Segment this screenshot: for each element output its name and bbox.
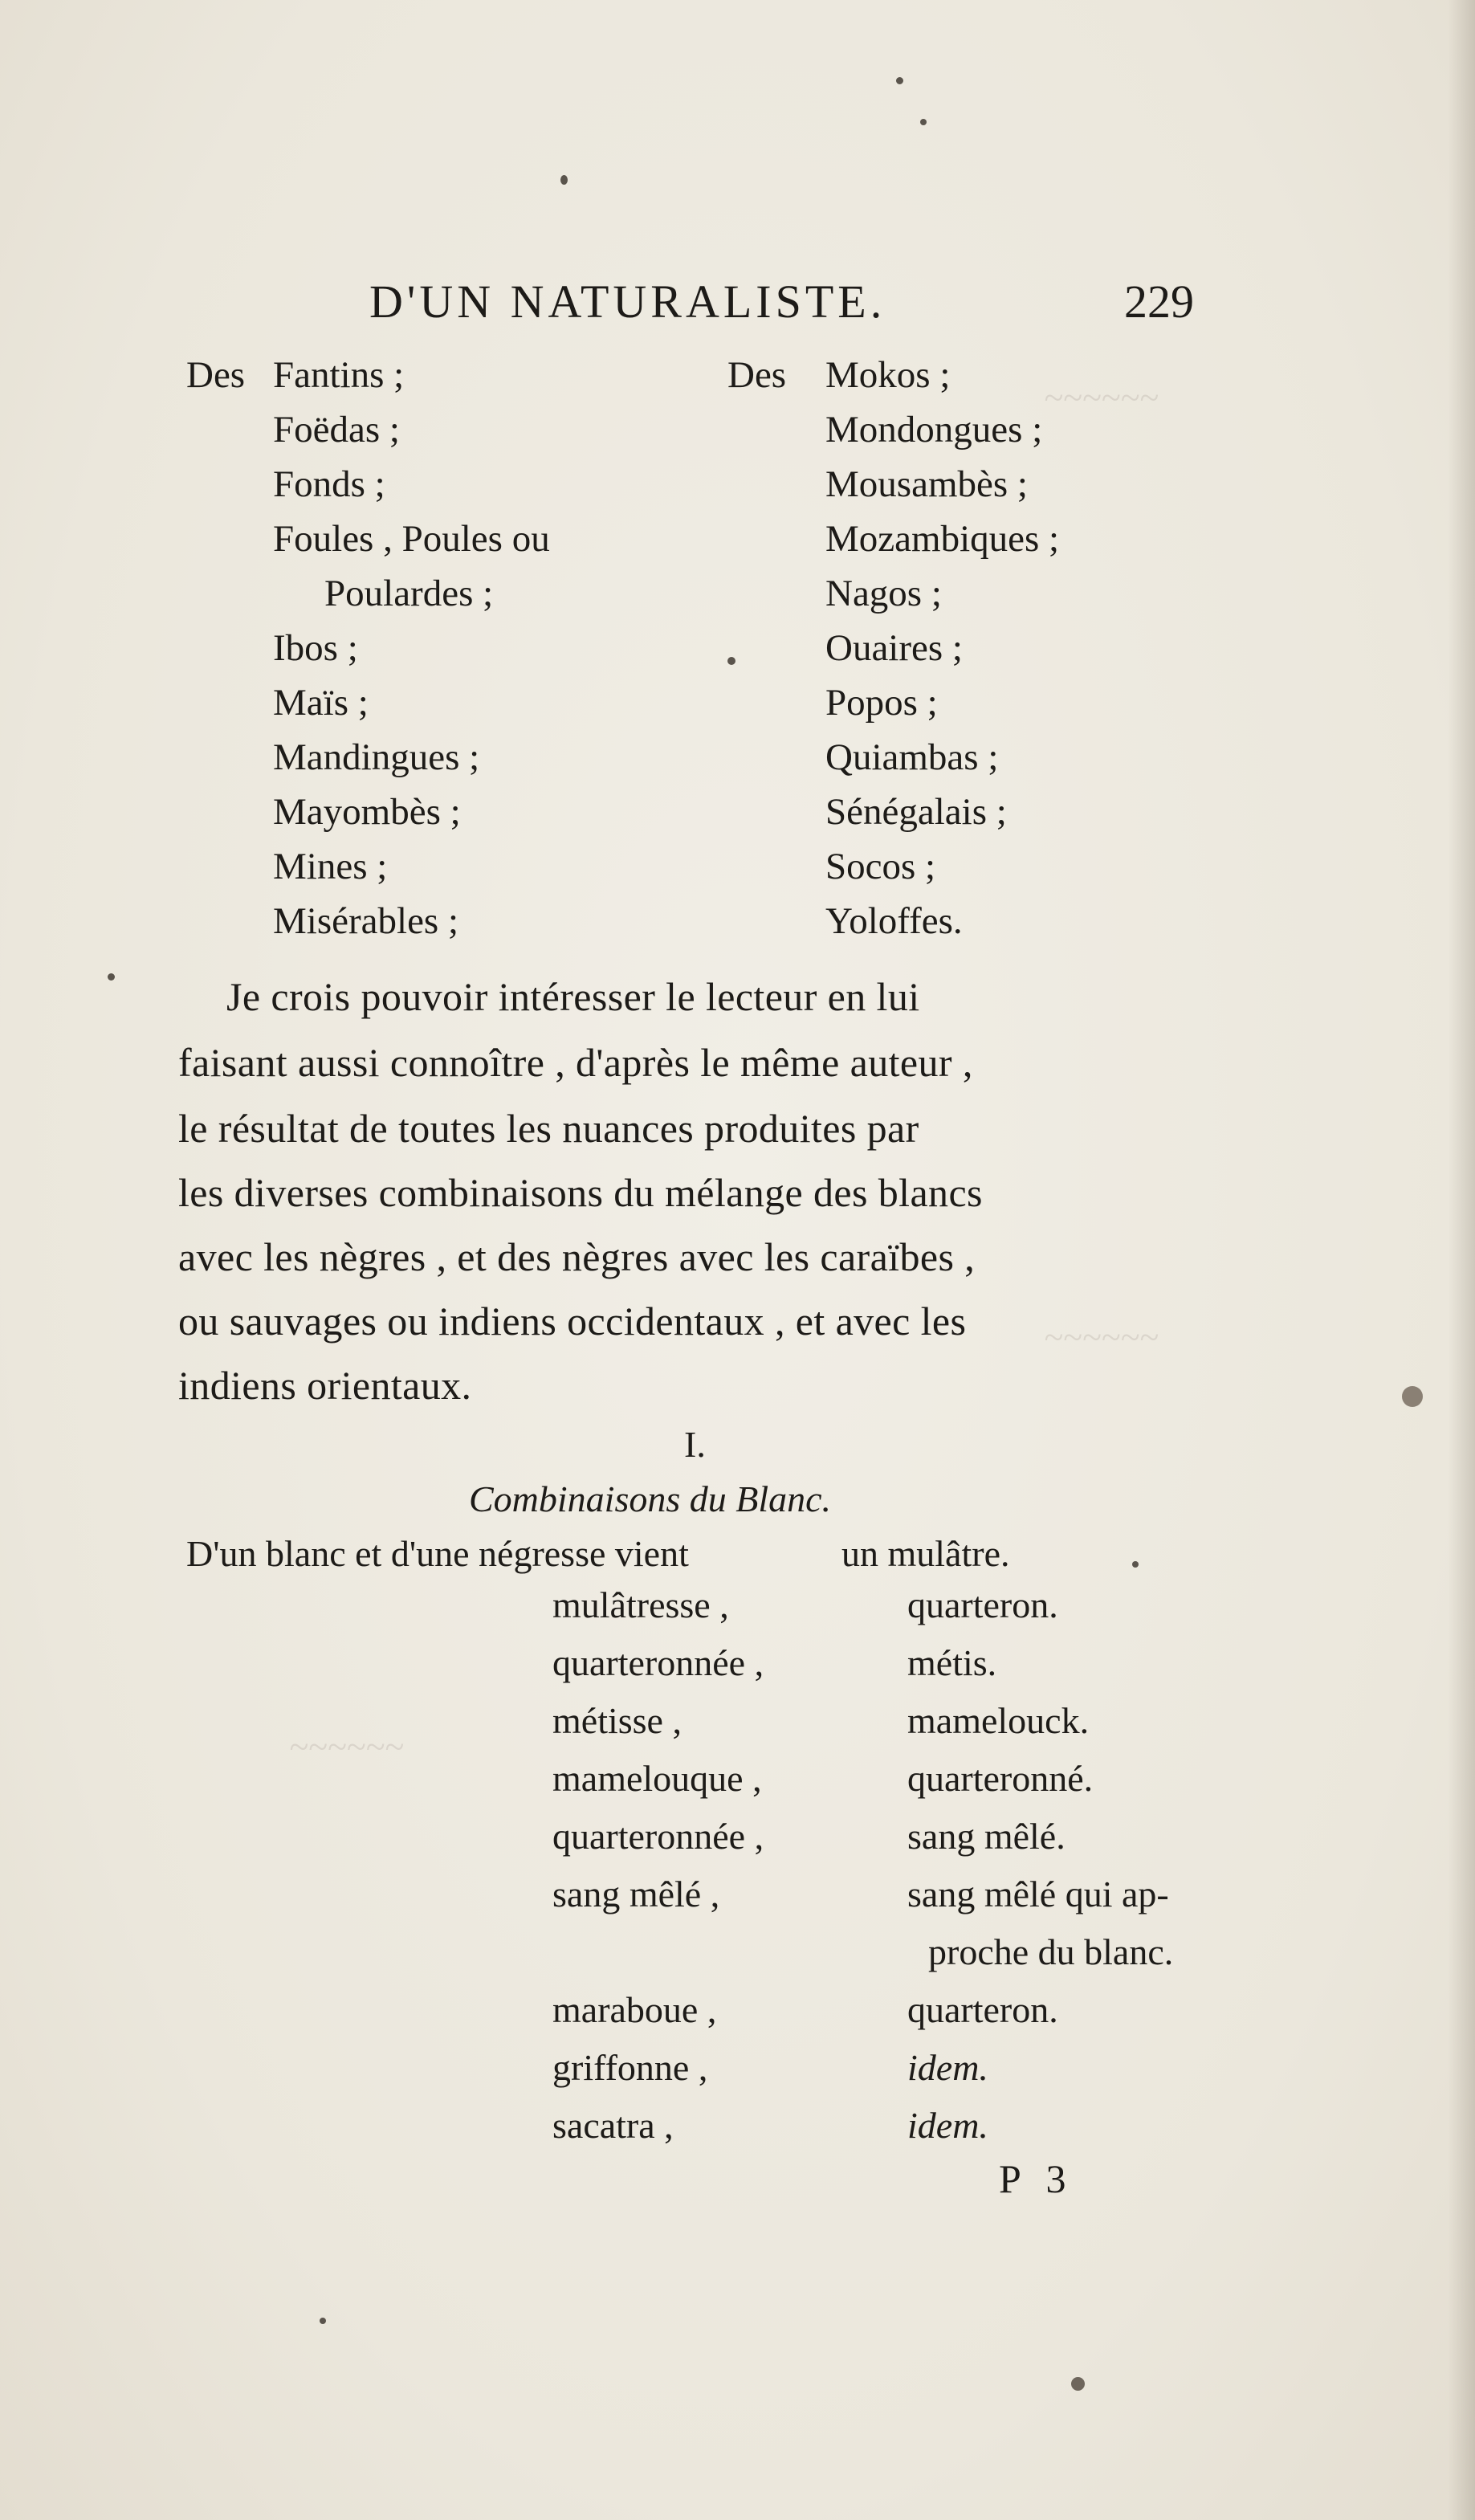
- list-item: Nagos ;: [825, 573, 942, 614]
- list-item: Ibos ;: [273, 627, 358, 669]
- list-item: Mondongues ;: [825, 409, 1043, 451]
- paragraph-line: le résultat de toutes les nuances produites par: [178, 1106, 919, 1151]
- table-cell-mother: métisse ,: [552, 1700, 682, 1741]
- list-item: Maïs ;: [273, 682, 369, 724]
- table-cell-mother: maraboue ,: [552, 1989, 717, 2030]
- page-number: 229: [1124, 275, 1194, 328]
- combination-intro: D'un blanc et d'une négresse vient: [186, 1533, 689, 1574]
- table-cell-mother: quarteronnée ,: [552, 1816, 764, 1857]
- list-item: Yoloffes.: [825, 900, 963, 942]
- paper-speck: [320, 2318, 326, 2324]
- table-cell-result: mamelouck.: [907, 1700, 1090, 1741]
- list-item: Sénégalais ;: [825, 791, 1007, 833]
- table-cell-result: quarteronné.: [907, 1758, 1094, 1799]
- table-cell-result: sang mêlé qui ap-: [907, 1874, 1169, 1914]
- paragraph-line: ou sauvages ou indiens occidentaux , et avec les: [178, 1299, 967, 1344]
- list-item: Mousambès ;: [825, 463, 1028, 505]
- paper-speck: [1071, 2377, 1085, 2391]
- show-through-text: ~~~~~~: [1044, 378, 1159, 418]
- list-item: Popos ;: [825, 682, 938, 724]
- list-item: Poulardes ;: [324, 573, 494, 614]
- table-cell-mother: sang mêlé ,: [552, 1874, 720, 1914]
- list-item: Socos ;: [825, 846, 936, 887]
- table-cell-mother: mulâtresse ,: [552, 1584, 729, 1625]
- list-item: Mozambiques ;: [825, 518, 1060, 560]
- combination-result: un mulâtre.: [841, 1533, 1010, 1574]
- list-item: Foëdas ;: [273, 409, 400, 451]
- paper-speck: [108, 973, 115, 981]
- table-cell-result-continued: proche du blanc.: [928, 1931, 1174, 1972]
- table-cell-result: sang mêlé.: [907, 1816, 1066, 1857]
- paragraph-line: indiens orientaux.: [178, 1363, 472, 1408]
- list-item-prefix: Des: [727, 354, 787, 396]
- table-cell-result: idem.: [907, 2105, 988, 2146]
- list-item: Mayombès ;: [273, 791, 461, 833]
- section-number: I.: [684, 1424, 706, 1465]
- list-item: Mokos ;: [825, 354, 951, 396]
- paper-speck: [560, 175, 568, 185]
- list-item: Quiambas ;: [825, 736, 999, 778]
- paper-speck: [920, 119, 927, 125]
- paragraph-line: les diverses combinaisons du mélange des blancs: [178, 1170, 983, 1215]
- running-header: D'UN NATURALISTE.: [369, 275, 886, 328]
- list-item: Ouaires ;: [825, 627, 963, 669]
- table-cell-result: métis.: [907, 1642, 997, 1683]
- paragraph-line: Je crois pouvoir intéresser le lecteur en lui: [226, 974, 920, 1019]
- table-cell-result: quarteron.: [907, 1584, 1058, 1625]
- table-cell-mother: mamelouque ,: [552, 1758, 762, 1799]
- list-item: Misérables ;: [273, 900, 459, 942]
- paper-speck: [1402, 1386, 1423, 1407]
- show-through-text: ~~~~~~: [1044, 1318, 1159, 1357]
- paragraph-line: faisant aussi connoître , d'après le même auteur ,: [178, 1040, 973, 1085]
- table-cell-mother: quarteronnée ,: [552, 1642, 764, 1683]
- table-cell-result: quarteron.: [907, 1989, 1058, 2030]
- paragraph-line: avec les nègres , et des nègres avec les caraïbes ,: [178, 1234, 976, 1279]
- list-item: Fantins ;: [273, 354, 405, 396]
- show-through-text: ~~~~~~: [289, 1727, 404, 1767]
- paper-speck: [896, 77, 903, 84]
- table-cell-mother: sacatra ,: [552, 2105, 674, 2146]
- signature-mark: P 3: [999, 2156, 1074, 2201]
- table-cell-mother: griffonne ,: [552, 2047, 708, 2088]
- section-title: Combinaisons du Blanc.: [469, 1478, 832, 1519]
- page-edge-shadow: [1448, 0, 1475, 2520]
- paper-speck: [727, 657, 735, 665]
- list-item: Mines ;: [273, 846, 388, 887]
- paper-speck: [1132, 1561, 1139, 1568]
- list-item-prefix: Des: [186, 354, 246, 396]
- table-cell-result: idem.: [907, 2047, 988, 2088]
- list-item: Mandingues ;: [273, 736, 480, 778]
- list-item: Fonds ;: [273, 463, 385, 505]
- list-item: Foules , Poules ou: [273, 518, 550, 560]
